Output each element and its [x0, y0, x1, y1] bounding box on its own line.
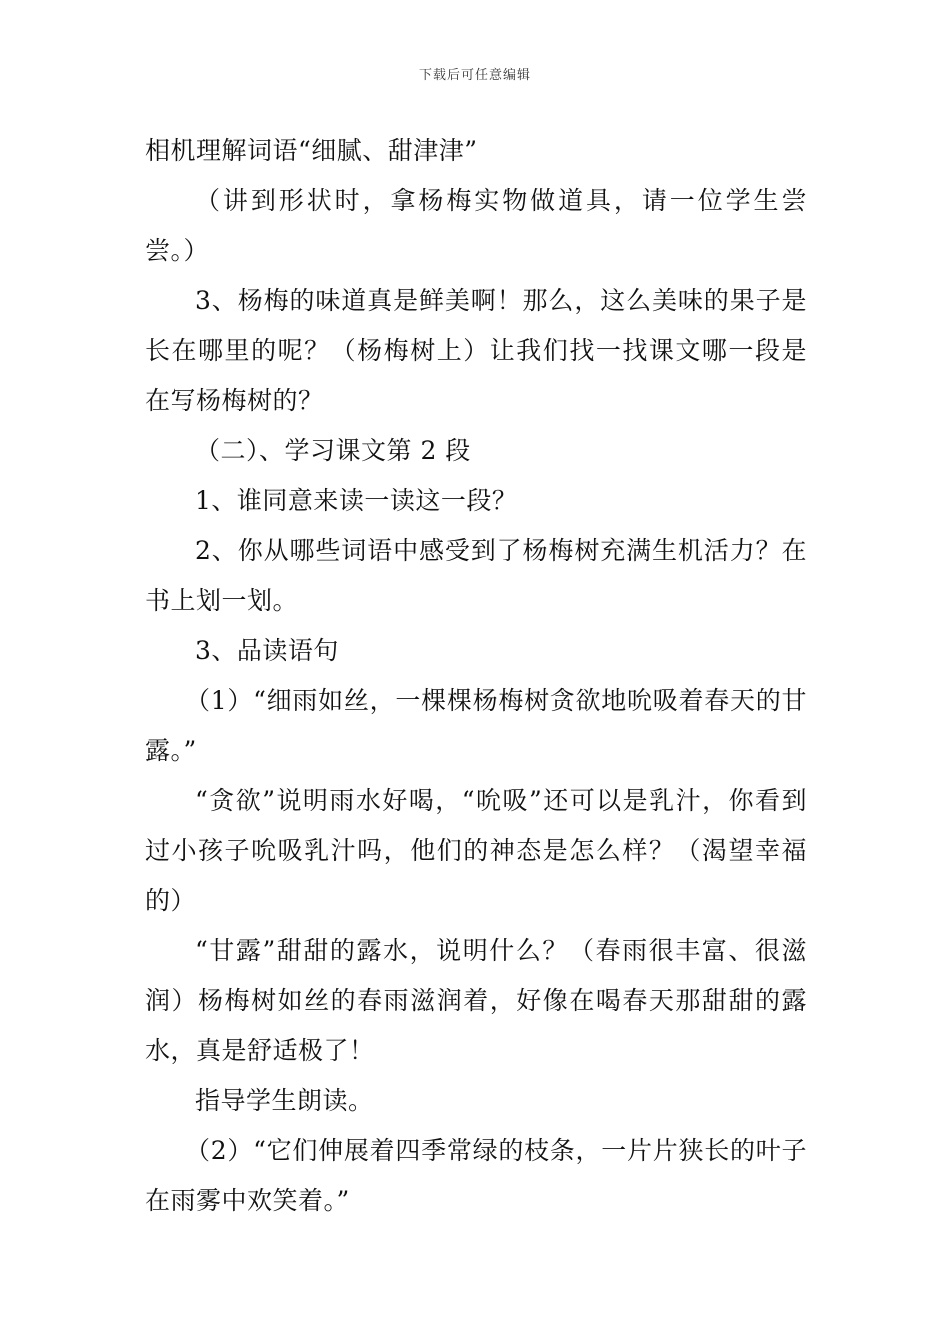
paragraph: 相机理解词语“细腻、甜津津” — [145, 136, 478, 165]
paragraph: 1、谁同意来读一读这一段？ — [195, 486, 518, 515]
paragraph: “贪欲”说明雨水好喝，“吮吸”还可以是乳汁，你看到过小孩子吮吸乳汁吗，他们的神态是怎么样？（渴望幸福的） — [145, 786, 807, 915]
quoted-sentence: （2）“它们伸展着四季常绿的枝条，一片片狭长的叶子在雨雾中欢笑着。” — [145, 1136, 807, 1215]
document-body — [145, 126, 807, 1226]
page-header: 下载后可任意编辑 — [418, 68, 531, 83]
paragraph: （讲到形状时，拿杨梅实物做道具，请一位学生尝尝。） — [145, 186, 807, 265]
paragraph: “甘露”甜甜的露水，说明什么？（春雨很丰富、很滋润）杨梅树如丝的春雨滋润着，好像在喝春天那甜甜的露水，真是舒适极了！ — [145, 936, 807, 1065]
paragraph: 2、你从哪些词语中感受到了杨梅树充满生机活力？在书上划一划。 — [145, 536, 807, 615]
quoted-sentence: （1）“细雨如丝，一棵棵杨梅树贪欲地吮吸着春天的甘露。” — [145, 686, 807, 765]
section-heading: （二）、学习课文第 2 段 — [195, 436, 471, 465]
paragraph: 3、品读语句 — [195, 636, 339, 665]
paragraph: 指导学生朗读。 — [195, 1086, 374, 1115]
paragraph: 3、杨梅的味道真是鲜美啊！那么，这么美味的果子是长在哪里的呢？（杨梅树上）让我们找一找课文哪一段是在写杨梅树的？ — [145, 286, 807, 415]
